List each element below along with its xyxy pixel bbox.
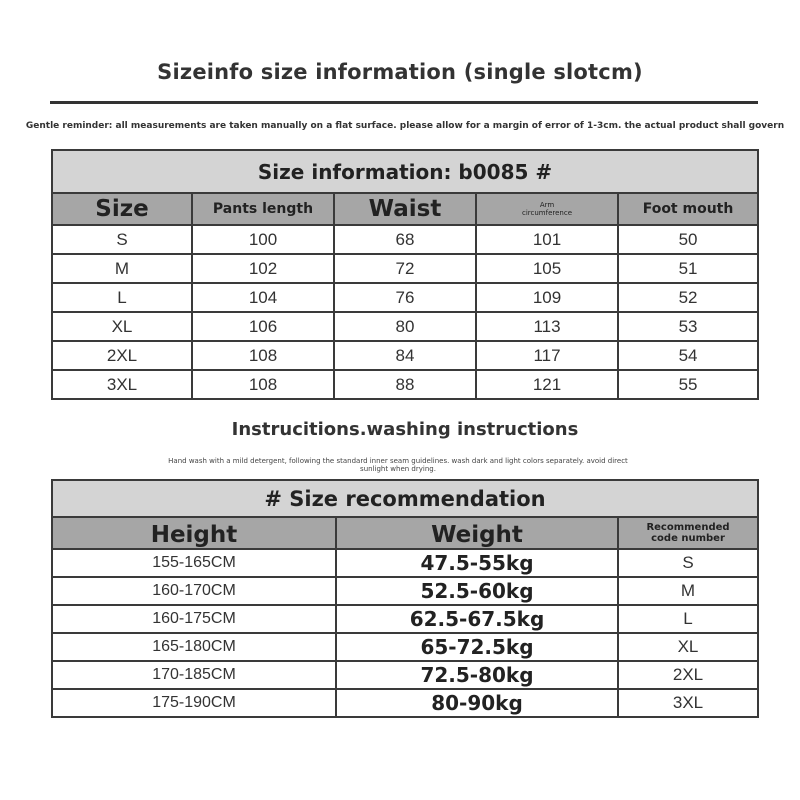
cell-recommended-code: 2XL (618, 661, 758, 689)
page-title: Sizeinfo size information (single slotcm) (157, 60, 643, 84)
cell-waist: 76 (334, 283, 476, 312)
cell-weight: 47.5-55kg (336, 549, 618, 577)
cell-waist: 88 (334, 370, 476, 399)
table-row (52, 370, 758, 399)
header-weight: Weight (336, 517, 618, 549)
cell-recommended-code: L (618, 605, 758, 633)
cell-size: 3XL (52, 370, 192, 399)
cell-arm-circumference: 117 (476, 341, 618, 370)
washing-instructions-title: Instrucitions.washing instructions (231, 419, 579, 440)
recommendation-table-title: # Size recommendation (52, 480, 758, 517)
table-row (52, 225, 758, 254)
cell-foot-mouth: 51 (618, 254, 758, 283)
cell-foot-mouth: 54 (618, 341, 758, 370)
header-pants-length: Pants length (192, 193, 334, 225)
cell-arm-circumference: 121 (476, 370, 618, 399)
cell-height: 165-180CM (52, 633, 336, 661)
table-row (52, 549, 758, 577)
table-row (52, 254, 758, 283)
table-row (52, 661, 758, 689)
cell-weight: 52.5-60kg (336, 577, 618, 605)
cell-recommended-code: S (618, 549, 758, 577)
cell-pants-length: 102 (192, 254, 334, 283)
cell-pants-length: 100 (192, 225, 334, 254)
cell-height: 170-185CM (52, 661, 336, 689)
cell-foot-mouth: 52 (618, 283, 758, 312)
washing-instructions-text: Hand wash with a mild detergent, following the standard inner seam guidelines. wash dark and light colors separately. avoid direct sunlight when drying. (168, 457, 628, 473)
cell-arm-circumference: 109 (476, 283, 618, 312)
cell-size: S (52, 225, 192, 254)
header-height: Height (52, 517, 336, 549)
header-foot-mouth: Foot mouth (618, 193, 758, 225)
cell-foot-mouth: 53 (618, 312, 758, 341)
cell-height: 160-175CM (52, 605, 336, 633)
measurement-reminder: Gentle reminder: all measurements are taken manually on a flat surface. please allow for a margin of error of 1-3cm. the actual product shall govern (25, 121, 785, 131)
cell-pants-length: 108 (192, 370, 334, 399)
table-row (52, 283, 758, 312)
cell-size: XL (52, 312, 192, 341)
size-recommendation-table (51, 479, 759, 718)
title-divider (50, 101, 758, 104)
table-row (52, 577, 758, 605)
table-row (52, 341, 758, 370)
cell-pants-length: 104 (192, 283, 334, 312)
cell-weight: 80-90kg (336, 689, 618, 717)
cell-height: 160-170CM (52, 577, 336, 605)
cell-arm-circumference: 105 (476, 254, 618, 283)
cell-size: L (52, 283, 192, 312)
cell-recommended-code: M (618, 577, 758, 605)
header-recommended-code: Recommended code number (618, 517, 758, 549)
cell-recommended-code: XL (618, 633, 758, 661)
cell-size: 2XL (52, 341, 192, 370)
cell-weight: 65-72.5kg (336, 633, 618, 661)
cell-waist: 68 (334, 225, 476, 254)
cell-weight: 62.5-67.5kg (336, 605, 618, 633)
cell-height: 175-190CM (52, 689, 336, 717)
cell-pants-length: 106 (192, 312, 334, 341)
table-row (52, 689, 758, 717)
cell-foot-mouth: 55 (618, 370, 758, 399)
cell-weight: 72.5-80kg (336, 661, 618, 689)
cell-pants-length: 108 (192, 341, 334, 370)
header-size: Size (52, 193, 192, 225)
cell-arm-circumference: 113 (476, 312, 618, 341)
table-row (52, 633, 758, 661)
cell-waist: 72 (334, 254, 476, 283)
table-row (52, 605, 758, 633)
header-arm-circumference: Arm circumference (476, 193, 618, 225)
header-waist: Waist (334, 193, 476, 225)
cell-waist: 84 (334, 341, 476, 370)
size-table-title: Size information: b0085 # (52, 150, 758, 193)
cell-waist: 80 (334, 312, 476, 341)
cell-foot-mouth: 50 (618, 225, 758, 254)
cell-size: M (52, 254, 192, 283)
size-information-table (51, 149, 759, 400)
table-row (52, 312, 758, 341)
cell-height: 155-165CM (52, 549, 336, 577)
cell-recommended-code: 3XL (618, 689, 758, 717)
cell-arm-circumference: 101 (476, 225, 618, 254)
